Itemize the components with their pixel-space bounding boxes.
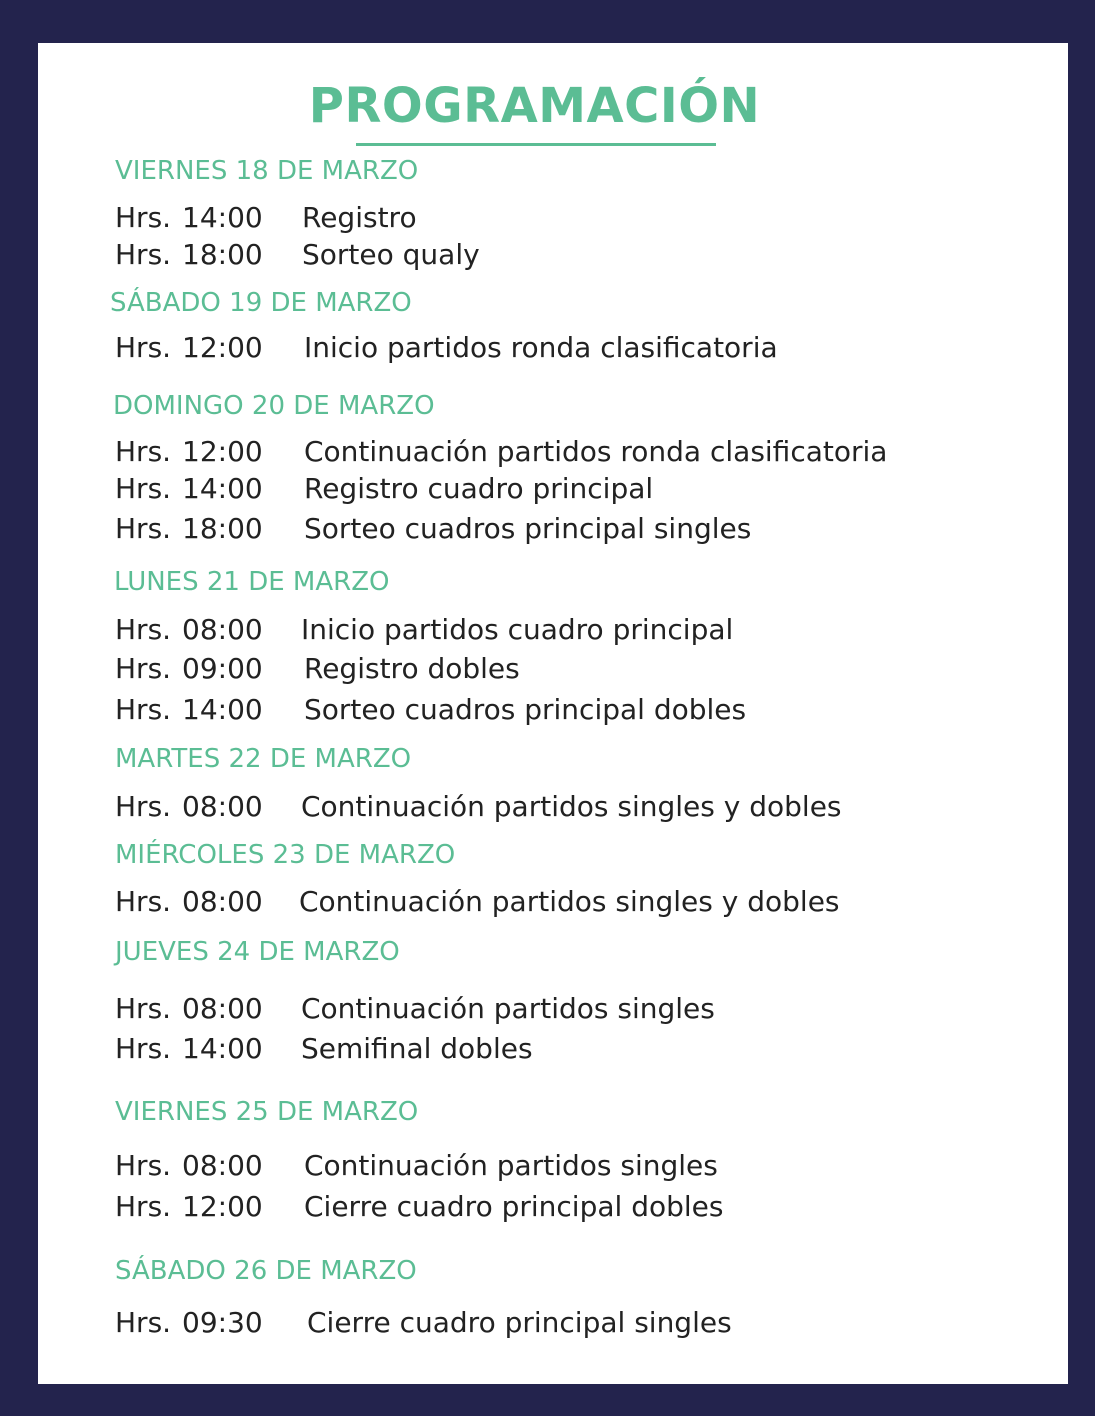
entry-time: 08:00 [182, 1149, 263, 1182]
hrs-label: Hrs. [115, 238, 172, 271]
day-heading: LUNES 21 DE MARZO [114, 567, 390, 597]
day-heading: MIÉRCOLES 23 DE MARZO [115, 840, 456, 870]
hrs-label: Hrs. [115, 992, 172, 1025]
entry-time: 12:00 [182, 1190, 263, 1223]
day-heading: SÁBADO 26 DE MARZO [115, 1256, 417, 1286]
entry-time: 14:00 [182, 472, 263, 505]
entry-event: Semifinal dobles [301, 1032, 533, 1065]
entry-event: Inicio partidos ronda clasificatoria [304, 331, 778, 364]
day-heading: DOMINGO 20 DE MARZO [113, 391, 435, 421]
hrs-label: Hrs. [115, 201, 172, 234]
entry-event: Registro dobles [304, 652, 520, 685]
day-heading: SÁBADO 19 DE MARZO [110, 288, 412, 318]
day-heading: VIERNES 25 DE MARZO [115, 1097, 419, 1127]
hrs-label: Hrs. [115, 1306, 172, 1339]
hrs-label: Hrs. [115, 885, 172, 918]
entry-time: 08:00 [182, 613, 263, 646]
hrs-label: Hrs. [115, 652, 172, 685]
hrs-label: Hrs. [115, 693, 172, 726]
day-heading: MARTES 22 DE MARZO [115, 744, 412, 774]
entry-event: Sorteo qualy [302, 238, 480, 271]
entry-event: Continuación partidos singles y dobles [301, 790, 842, 823]
hrs-label: Hrs. [115, 613, 172, 646]
entry-time: 08:00 [182, 790, 263, 823]
hrs-label: Hrs. [115, 435, 172, 468]
entry-event: Continuación partidos singles y dobles [299, 885, 840, 918]
day-heading: VIERNES 18 DE MARZO [115, 156, 419, 186]
hrs-label: Hrs. [115, 331, 172, 364]
entry-time: 09:00 [182, 652, 263, 685]
entry-time: 08:00 [182, 885, 263, 918]
title-underline [356, 143, 716, 146]
hrs-label: Hrs. [115, 472, 172, 505]
entry-time: 18:00 [182, 238, 263, 271]
entry-event: Registro cuadro principal [304, 472, 654, 505]
entry-time: 12:00 [182, 435, 263, 468]
entry-event: Sorteo cuadros principal singles [304, 512, 752, 545]
entry-event: Sorteo cuadros principal dobles [304, 693, 747, 726]
schedule-sheet [38, 43, 1068, 1384]
entry-time: 18:00 [182, 512, 263, 545]
day-heading: JUEVES 24 DE MARZO [115, 937, 400, 967]
hrs-label: Hrs. [115, 512, 172, 545]
entry-event: Registro [302, 201, 417, 234]
page-title: PROGRAMACIÓN [308, 78, 761, 134]
entry-time: 09:30 [182, 1306, 263, 1339]
entry-event: Continuación partidos singles [304, 1149, 718, 1182]
entry-time: 14:00 [182, 1032, 263, 1065]
hrs-label: Hrs. [115, 790, 172, 823]
entry-time: 12:00 [182, 331, 263, 364]
hrs-label: Hrs. [115, 1149, 172, 1182]
entry-time: 08:00 [182, 992, 263, 1025]
entry-time: 14:00 [182, 693, 263, 726]
hrs-label: Hrs. [115, 1032, 172, 1065]
entry-event: Continuación partidos ronda clasificatoria [304, 435, 888, 468]
entry-event: Continuación partidos singles [301, 992, 715, 1025]
hrs-label: Hrs. [115, 1190, 172, 1223]
entry-event: Inicio partidos cuadro principal [301, 613, 734, 646]
entry-time: 14:00 [182, 201, 263, 234]
entry-event: Cierre cuadro principal dobles [304, 1190, 724, 1223]
entry-event: Cierre cuadro principal singles [307, 1306, 732, 1339]
